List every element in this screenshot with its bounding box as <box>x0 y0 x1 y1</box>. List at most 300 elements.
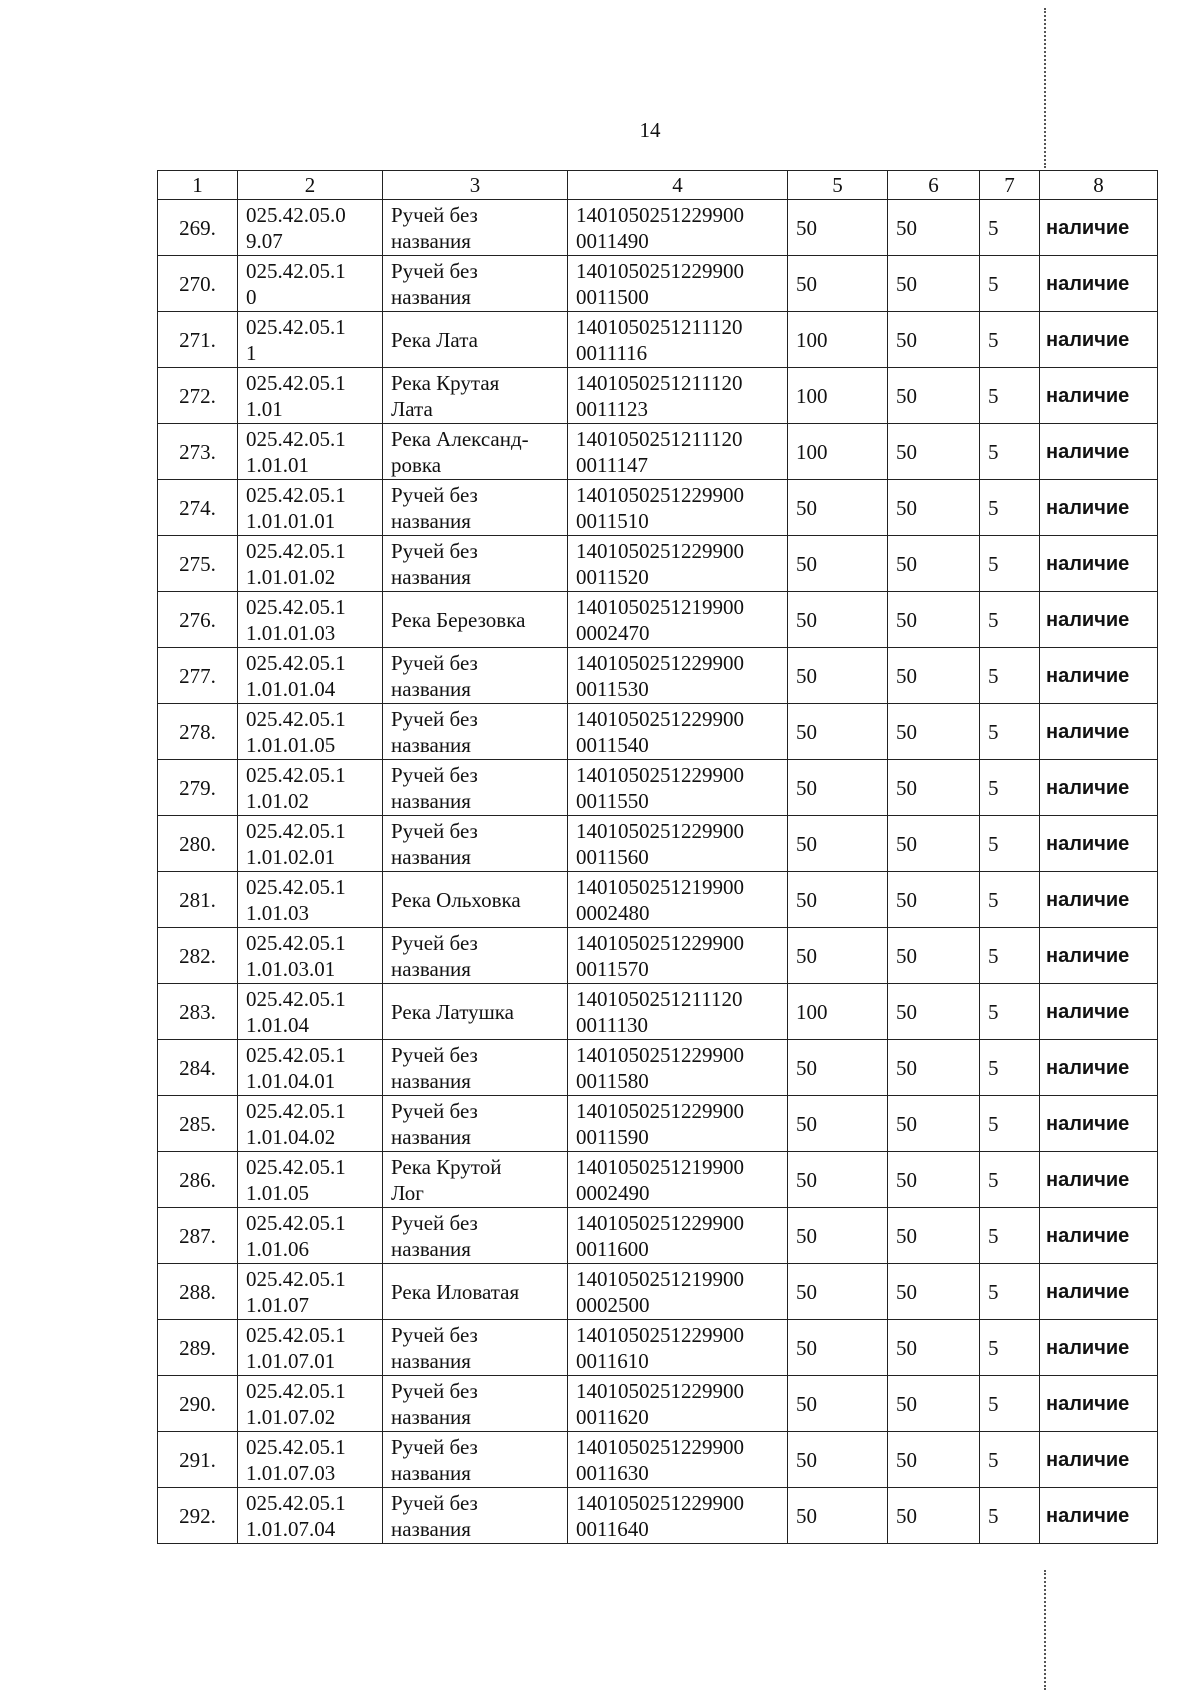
table-row <box>158 872 1158 928</box>
registry-id <box>568 816 788 872</box>
table-row <box>158 1208 1158 1264</box>
column-5-value: 50 <box>788 1320 888 1376</box>
object-code-line: 025.42.05.1 <box>246 538 346 563</box>
object-name <box>383 1152 568 1208</box>
status-value: наличие <box>1040 536 1158 592</box>
row-number: 292. <box>158 1488 238 1544</box>
registry-id-line: 0011550 <box>576 788 649 813</box>
registry-id-line: 0011580 <box>576 1068 649 1093</box>
object-code-line: 1.01.07.02 <box>246 1404 336 1429</box>
object-name <box>383 1320 568 1376</box>
registry-id-line: 0002500 <box>576 1292 650 1317</box>
registry-id-line: 0011130 <box>576 1012 648 1037</box>
table-body <box>158 200 1158 1544</box>
row-number: 284. <box>158 1040 238 1096</box>
registry-id-line: 0011540 <box>576 732 649 757</box>
status-value: наличие <box>1040 592 1158 648</box>
column-7-value: 5 <box>980 760 1040 816</box>
object-code-line: 1.01.01.02 <box>246 564 336 589</box>
registry-id <box>568 760 788 816</box>
object-name <box>383 536 568 592</box>
column-7-value: 5 <box>980 1040 1040 1096</box>
table-row <box>158 424 1158 480</box>
object-name <box>383 928 568 984</box>
object-code-line: 025.42.05.1 <box>246 706 346 731</box>
object-code-line: 1.01.04 <box>246 1012 309 1037</box>
object-name-line: названия <box>391 956 471 981</box>
status-value: наличие <box>1040 1488 1158 1544</box>
object-name <box>383 704 568 760</box>
registry-id-line: 1401050251229900 <box>576 930 744 955</box>
status-value: наличие <box>1040 1152 1158 1208</box>
column-5-value: 50 <box>788 536 888 592</box>
object-name-line: Ручей без <box>391 482 478 507</box>
column-header-7: 7 <box>980 171 1040 200</box>
object-code-line: 025.42.05.1 <box>246 1322 346 1347</box>
registry-id <box>568 536 788 592</box>
registry-id-line: 0011630 <box>576 1460 649 1485</box>
registry-id-line: 1401050251229900 <box>576 650 744 675</box>
registry-id-line: 0011500 <box>576 284 649 309</box>
registry-id <box>568 928 788 984</box>
object-code-line: 025.42.05.1 <box>246 762 346 787</box>
table-row <box>158 256 1158 312</box>
object-name <box>383 1488 568 1544</box>
object-code-line: 1.01.07.03 <box>246 1460 336 1485</box>
object-code-line: 1.01.01.04 <box>246 676 336 701</box>
column-header-2: 2 <box>238 171 383 200</box>
column-6-value: 50 <box>888 256 980 312</box>
registry-id <box>568 1208 788 1264</box>
object-name-line: Река Крутой <box>391 1154 502 1179</box>
table-row <box>158 368 1158 424</box>
status-value: наличие <box>1040 704 1158 760</box>
registry-id <box>568 1488 788 1544</box>
registry-id-line: 1401050251229900 <box>576 258 744 283</box>
column-6-value: 50 <box>888 424 980 480</box>
column-6-value: 50 <box>888 480 980 536</box>
object-code-line: 025.42.05.1 <box>246 314 346 339</box>
row-number: 278. <box>158 704 238 760</box>
object-name-line: названия <box>391 1404 471 1429</box>
column-7-value: 5 <box>980 984 1040 1040</box>
registry-id-line: 1401050251229900 <box>576 482 744 507</box>
status-value: наличие <box>1040 872 1158 928</box>
status-value: наличие <box>1040 1320 1158 1376</box>
object-code-line: 025.42.05.1 <box>246 1042 346 1067</box>
column-7-value: 5 <box>980 1376 1040 1432</box>
object-name <box>383 1376 568 1432</box>
registry-id-line: 1401050251229900 <box>576 818 744 843</box>
column-6-value: 50 <box>888 1376 980 1432</box>
object-name <box>383 592 568 648</box>
object-code <box>238 1040 383 1096</box>
column-5-value: 100 <box>788 424 888 480</box>
object-code-line: 1.01.04.01 <box>246 1068 336 1093</box>
registry-id <box>568 648 788 704</box>
object-code-line: 025.42.05.1 <box>246 818 346 843</box>
column-7-value: 5 <box>980 1488 1040 1544</box>
object-code <box>238 760 383 816</box>
row-number: 274. <box>158 480 238 536</box>
object-name <box>383 648 568 704</box>
column-7-value: 5 <box>980 592 1040 648</box>
object-code <box>238 704 383 760</box>
object-code <box>238 928 383 984</box>
table-row <box>158 816 1158 872</box>
registry-id-line: 1401050251219900 <box>576 594 744 619</box>
column-5-value: 50 <box>788 760 888 816</box>
object-code-line: 025.42.05.1 <box>246 874 346 899</box>
object-name-line: названия <box>391 788 471 813</box>
table-row <box>158 592 1158 648</box>
registry-id-line: 0011560 <box>576 844 649 869</box>
object-code-line: 025.42.05.1 <box>246 650 346 675</box>
column-7-value: 5 <box>980 536 1040 592</box>
status-value: наличие <box>1040 312 1158 368</box>
object-code-line: 1.01.01.01 <box>246 508 336 533</box>
table-header-row <box>158 171 1158 200</box>
object-name <box>383 200 568 256</box>
object-code <box>238 1208 383 1264</box>
registry-id-line: 1401050251229900 <box>576 1490 744 1515</box>
row-number: 273. <box>158 424 238 480</box>
column-6-value: 50 <box>888 1432 980 1488</box>
object-code <box>238 536 383 592</box>
object-code <box>238 872 383 928</box>
column-header-8: 8 <box>1040 171 1158 200</box>
column-5-value: 50 <box>788 1096 888 1152</box>
row-number: 282. <box>158 928 238 984</box>
registry-id <box>568 256 788 312</box>
object-code-line: 025.42.05.1 <box>246 930 346 955</box>
column-5-value: 50 <box>788 200 888 256</box>
object-name-line: названия <box>391 1348 471 1373</box>
registry-id-line: 1401050251229900 <box>576 1098 744 1123</box>
object-name-line: названия <box>391 1236 471 1261</box>
row-number: 285. <box>158 1096 238 1152</box>
registry-id-line: 0011600 <box>576 1236 649 1261</box>
registry-id-line: 1401050251229900 <box>576 762 744 787</box>
registry-id-line: 0011123 <box>576 396 648 421</box>
object-name-line: названия <box>391 844 471 869</box>
object-code-line: 025.42.05.1 <box>246 482 346 507</box>
column-5-value: 50 <box>788 872 888 928</box>
column-7-value: 5 <box>980 1264 1040 1320</box>
registry-id-line: 0011640 <box>576 1516 649 1541</box>
registry-id <box>568 1096 788 1152</box>
column-7-value: 5 <box>980 816 1040 872</box>
table-row <box>158 1096 1158 1152</box>
table-row <box>158 1152 1158 1208</box>
object-code-line: 1.01.03.01 <box>246 956 336 981</box>
column-5-value: 50 <box>788 648 888 704</box>
row-number: 287. <box>158 1208 238 1264</box>
column-header-4: 4 <box>568 171 788 200</box>
object-name-line: названия <box>391 1124 471 1149</box>
row-number: 276. <box>158 592 238 648</box>
object-code-line: 1.01.01 <box>246 452 309 477</box>
column-5-value: 50 <box>788 1488 888 1544</box>
column-7-value: 5 <box>980 1320 1040 1376</box>
object-code <box>238 1152 383 1208</box>
object-name <box>383 872 568 928</box>
object-name <box>383 480 568 536</box>
object-code-line: 1.01.07.01 <box>246 1348 336 1373</box>
status-value: наличие <box>1040 816 1158 872</box>
column-7-value: 5 <box>980 928 1040 984</box>
registry-id <box>568 704 788 760</box>
status-value: наличие <box>1040 648 1158 704</box>
column-7-value: 5 <box>980 1096 1040 1152</box>
column-5-value: 50 <box>788 928 888 984</box>
registry-id-line: 0011530 <box>576 676 649 701</box>
status-value: наличие <box>1040 984 1158 1040</box>
row-number: 289. <box>158 1320 238 1376</box>
column-header-5: 5 <box>788 171 888 200</box>
table-row <box>158 536 1158 592</box>
object-code <box>238 1376 383 1432</box>
object-code-line: 025.42.05.1 <box>246 426 346 451</box>
column-5-value: 50 <box>788 1208 888 1264</box>
object-name-line: названия <box>391 228 471 253</box>
column-5-value: 100 <box>788 312 888 368</box>
object-name <box>383 1096 568 1152</box>
column-header-1: 1 <box>158 171 238 200</box>
object-code-line: 9.07 <box>246 228 283 253</box>
registry-id <box>568 480 788 536</box>
column-6-value: 50 <box>888 1488 980 1544</box>
object-name-line: Река Лата <box>391 327 478 352</box>
object-name-line: Ручей без <box>391 538 478 563</box>
object-code <box>238 200 383 256</box>
column-6-value: 50 <box>888 1320 980 1376</box>
object-name-line: Ручей без <box>391 1210 478 1235</box>
column-5-value: 100 <box>788 984 888 1040</box>
column-7-value: 5 <box>980 424 1040 480</box>
registry-id-line: 1401050251229900 <box>576 1378 744 1403</box>
registry-id-line: 0011590 <box>576 1124 649 1149</box>
object-name-line: Ручей без <box>391 1322 478 1347</box>
column-5-value: 50 <box>788 704 888 760</box>
object-code-line: 025.42.05.1 <box>246 1266 346 1291</box>
registry-id <box>568 1264 788 1320</box>
column-7-value: 5 <box>980 872 1040 928</box>
row-number: 275. <box>158 536 238 592</box>
registry-id-line: 1401050251229900 <box>576 1434 744 1459</box>
object-name <box>383 760 568 816</box>
column-header-3: 3 <box>383 171 568 200</box>
column-5-value: 50 <box>788 480 888 536</box>
column-6-value: 50 <box>888 368 980 424</box>
column-6-value: 50 <box>888 760 980 816</box>
object-code-line: 1.01.07.04 <box>246 1516 336 1541</box>
registry-id-line: 0011147 <box>576 452 648 477</box>
registry-id-line: 1401050251211120 <box>576 370 743 395</box>
column-7-value: 5 <box>980 368 1040 424</box>
registry-id-line: 1401050251229900 <box>576 202 744 227</box>
object-name-line: ровка <box>391 452 442 477</box>
object-code-line: 1.01.03 <box>246 900 309 925</box>
object-name <box>383 1264 568 1320</box>
object-name <box>383 312 568 368</box>
registry-id <box>568 592 788 648</box>
water-objects-table <box>157 170 1158 1544</box>
object-name-line: Ручей без <box>391 1490 478 1515</box>
column-6-value: 50 <box>888 592 980 648</box>
object-code-line: 1.01.06 <box>246 1236 309 1261</box>
registry-id-line: 1401050251211120 <box>576 314 743 339</box>
registry-id <box>568 312 788 368</box>
object-code-line: 1.01.07 <box>246 1292 309 1317</box>
row-number: 279. <box>158 760 238 816</box>
status-value: наличие <box>1040 1096 1158 1152</box>
object-code-line: 025.42.05.1 <box>246 1210 346 1235</box>
row-number: 271. <box>158 312 238 368</box>
object-name-line: Ручей без <box>391 258 478 283</box>
object-name-line: Ручей без <box>391 1098 478 1123</box>
row-number: 286. <box>158 1152 238 1208</box>
object-code-line: 025.42.05.1 <box>246 1434 346 1459</box>
column-6-value: 50 <box>888 312 980 368</box>
object-name-line: названия <box>391 284 471 309</box>
column-5-value: 50 <box>788 592 888 648</box>
column-header-6: 6 <box>888 171 980 200</box>
object-name-line: Ручей без <box>391 1378 478 1403</box>
status-value: наличие <box>1040 928 1158 984</box>
object-code-line: 1.01.01.03 <box>246 620 336 645</box>
object-code-line: 025.42.05.1 <box>246 1490 346 1515</box>
registry-id-line: 1401050251211120 <box>576 426 743 451</box>
column-6-value: 50 <box>888 928 980 984</box>
registry-id-line: 0011620 <box>576 1404 649 1429</box>
object-code <box>238 1096 383 1152</box>
registry-id-line: 1401050251229900 <box>576 1042 744 1067</box>
object-name <box>383 368 568 424</box>
object-name-line: Ручей без <box>391 706 478 731</box>
column-7-value: 5 <box>980 200 1040 256</box>
status-value: наличие <box>1040 480 1158 536</box>
registry-id-line: 0011520 <box>576 564 649 589</box>
column-6-value: 50 <box>888 984 980 1040</box>
table-row <box>158 760 1158 816</box>
registry-id-line: 0002490 <box>576 1180 650 1205</box>
column-5-value: 100 <box>788 368 888 424</box>
object-code <box>238 368 383 424</box>
column-7-value: 5 <box>980 256 1040 312</box>
row-number: 291. <box>158 1432 238 1488</box>
table-row <box>158 480 1158 536</box>
column-7-value: 5 <box>980 312 1040 368</box>
status-value: наличие <box>1040 1040 1158 1096</box>
row-number: 288. <box>158 1264 238 1320</box>
object-code-line: 1 <box>246 340 257 365</box>
table-row <box>158 704 1158 760</box>
registry-id-line: 1401050251219900 <box>576 874 744 899</box>
object-code-line: 1.01.04.02 <box>246 1124 336 1149</box>
object-code <box>238 984 383 1040</box>
status-value: наличие <box>1040 200 1158 256</box>
registry-id-line: 1401050251229900 <box>576 1322 744 1347</box>
row-number: 277. <box>158 648 238 704</box>
column-6-value: 50 <box>888 1264 980 1320</box>
column-7-value: 5 <box>980 1432 1040 1488</box>
status-value: наличие <box>1040 1208 1158 1264</box>
column-5-value: 50 <box>788 1264 888 1320</box>
status-value: наличие <box>1040 256 1158 312</box>
object-code-line: 1.01 <box>246 396 283 421</box>
registry-id <box>568 1376 788 1432</box>
column-7-value: 5 <box>980 1208 1040 1264</box>
object-name-line: Ручей без <box>391 930 478 955</box>
row-number: 269. <box>158 200 238 256</box>
object-name-line: Лог <box>391 1180 424 1205</box>
column-7-value: 5 <box>980 1152 1040 1208</box>
registry-id-line: 1401050251229900 <box>576 538 744 563</box>
object-name-line: названия <box>391 508 471 533</box>
object-name <box>383 1040 568 1096</box>
object-code <box>238 592 383 648</box>
object-name-line: Река Латушка <box>391 999 514 1024</box>
object-name-line: Ручей без <box>391 818 478 843</box>
status-value: наличие <box>1040 368 1158 424</box>
object-name-line: Река Ольховка <box>391 887 521 912</box>
object-name-line: названия <box>391 732 471 757</box>
object-name <box>383 256 568 312</box>
table-row <box>158 1376 1158 1432</box>
object-name-line: Река Александ- <box>391 426 529 451</box>
registry-id-line: 0011570 <box>576 956 649 981</box>
object-code-line: 1.01.01.05 <box>246 732 336 757</box>
object-name-line: Ручей без <box>391 1434 478 1459</box>
object-code-line: 025.42.05.1 <box>246 1378 346 1403</box>
column-7-value: 5 <box>980 704 1040 760</box>
column-7-value: 5 <box>980 480 1040 536</box>
registry-id-line: 0011490 <box>576 228 649 253</box>
object-name-line: названия <box>391 1068 471 1093</box>
object-code-line: 1.01.05 <box>246 1180 309 1205</box>
row-number: 272. <box>158 368 238 424</box>
registry-id-line: 1401050251229900 <box>576 1210 744 1235</box>
object-code-line: 025.42.05.1 <box>246 1098 346 1123</box>
object-name-line: Река Березовка <box>391 607 526 632</box>
registry-id <box>568 984 788 1040</box>
registry-id <box>568 368 788 424</box>
status-value: наличие <box>1040 760 1158 816</box>
registry-id-line: 0011116 <box>576 340 648 365</box>
object-code <box>238 1264 383 1320</box>
object-code <box>238 480 383 536</box>
column-6-value: 50 <box>888 704 980 760</box>
object-name-line: Ручей без <box>391 762 478 787</box>
object-code <box>238 256 383 312</box>
column-6-value: 50 <box>888 1096 980 1152</box>
column-5-value: 50 <box>788 256 888 312</box>
object-name-line: названия <box>391 564 471 589</box>
column-5-value: 50 <box>788 1040 888 1096</box>
status-value: наличие <box>1040 1264 1158 1320</box>
column-6-value: 50 <box>888 816 980 872</box>
column-7-value: 5 <box>980 648 1040 704</box>
object-code <box>238 816 383 872</box>
object-code <box>238 424 383 480</box>
object-code <box>238 1320 383 1376</box>
table-row <box>158 1432 1158 1488</box>
row-number: 283. <box>158 984 238 1040</box>
registry-id <box>568 1320 788 1376</box>
page-number: 14 <box>639 118 661 142</box>
object-name-line: Ручей без <box>391 650 478 675</box>
